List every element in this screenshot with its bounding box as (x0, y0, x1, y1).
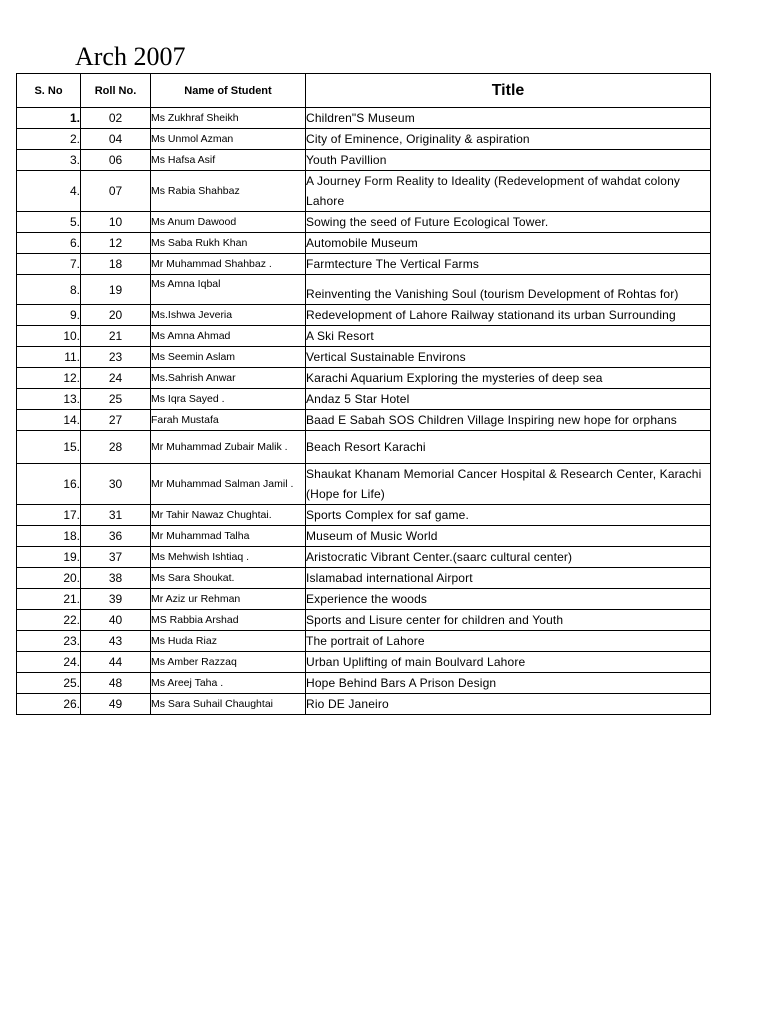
roll-number-cell: 36 (81, 526, 151, 547)
table-row (17, 652, 711, 673)
table-row (17, 631, 711, 652)
project-title-cell: Museum of Music World (306, 526, 711, 547)
serial-number-cell: 10. (17, 326, 81, 347)
table-row (17, 568, 711, 589)
roll-number-cell: 23 (81, 347, 151, 368)
roll-number-cell: 02 (81, 108, 151, 129)
project-title-cell: Youth Pavillion (306, 150, 711, 171)
serial-number-cell: 2. (17, 129, 81, 150)
header-serial-number: S. No (17, 74, 81, 108)
student-name-cell: Ms Mehwish Ishtiaq . (151, 547, 306, 568)
student-name-cell: Ms Anum Dawood (151, 212, 306, 233)
table-row (17, 305, 711, 326)
project-title-cell: Urban Uplifting of main Boulvard Lahore (306, 652, 711, 673)
student-name-cell: Ms Huda Riaz (151, 631, 306, 652)
student-name-cell: Ms Seemin Aslam (151, 347, 306, 368)
project-title-cell: Sports Complex for saf game. (306, 505, 711, 526)
project-title-cell: Andaz 5 Star Hotel (306, 389, 711, 410)
project-title-cell: Karachi Aquarium Exploring the mysteries of deep sea (306, 368, 711, 389)
student-name-cell: Ms Sara Shoukat. (151, 568, 306, 589)
project-title-cell: Reinventing the Vanishing Soul (tourism Development of Rohtas for) (306, 275, 711, 305)
table-row (17, 326, 711, 347)
student-name-cell: Ms Amna Iqbal (151, 275, 306, 305)
header-title: Title (306, 74, 711, 108)
roll-number-cell: 48 (81, 673, 151, 694)
serial-number-cell: 14. (17, 410, 81, 431)
project-title-cell: Farmtecture The Vertical Farms (306, 254, 711, 275)
roll-number-cell: 30 (81, 464, 151, 505)
table-body (17, 108, 711, 715)
student-name-cell: Mr Muhammad Shahbaz . (151, 254, 306, 275)
serial-number-cell: 18. (17, 526, 81, 547)
serial-number-cell: 19. (17, 547, 81, 568)
serial-number-cell: 22. (17, 610, 81, 631)
table-row (17, 368, 711, 389)
student-name-cell: MS Rabbia Arshad (151, 610, 306, 631)
roll-number-cell: 39 (81, 589, 151, 610)
student-name-cell: Mr Aziz ur Rehman (151, 589, 306, 610)
table-row (17, 347, 711, 368)
student-name-cell: Farah Mustafa (151, 410, 306, 431)
roll-number-cell: 06 (81, 150, 151, 171)
project-title-cell: Sowing the seed of Future Ecological Tower. (306, 212, 711, 233)
project-title-cell: Redevelopment of Lahore Railway stationand its urban Surrounding (306, 305, 711, 326)
serial-number-cell: 13. (17, 389, 81, 410)
table-row (17, 275, 711, 305)
serial-number-cell: 16. (17, 464, 81, 505)
project-title-cell: A Ski Resort (306, 326, 711, 347)
table-row (17, 464, 711, 505)
page-title: Arch 2007 (75, 42, 186, 71)
student-name-cell: Ms Rabia Shahbaz (151, 171, 306, 212)
student-name-cell: Ms Unmol Azman (151, 129, 306, 150)
serial-number-cell: 4. (17, 171, 81, 212)
table-row (17, 212, 711, 233)
project-title-cell: Hope Behind Bars A Prison Design (306, 673, 711, 694)
project-title-cell: Islamabad international Airport (306, 568, 711, 589)
student-name-cell: Mr Muhammad Zubair Malik . (151, 431, 306, 464)
project-title-cell: City of Eminence, Originality & aspiration (306, 129, 711, 150)
serial-number-cell: 12. (17, 368, 81, 389)
serial-number-cell: 15. (17, 431, 81, 464)
project-title-cell: Experience the woods (306, 589, 711, 610)
serial-number-cell: 11. (17, 347, 81, 368)
roll-number-cell: 20 (81, 305, 151, 326)
table-row (17, 547, 711, 568)
student-name-cell: Mr Tahir Nawaz Chughtai. (151, 505, 306, 526)
table-row (17, 610, 711, 631)
roll-number-cell: 37 (81, 547, 151, 568)
table-row (17, 171, 711, 212)
roll-number-cell: 12 (81, 233, 151, 254)
project-title-cell: The portrait of Lahore (306, 631, 711, 652)
table-row (17, 589, 711, 610)
project-title-cell: Rio DE Janeiro (306, 694, 711, 715)
project-title-cell: Shaukat Khanam Memorial Cancer Hospital & Research Center, Karachi (Hope for Life) (306, 464, 711, 505)
table-row (17, 233, 711, 254)
project-title-cell: Vertical Sustainable Environs (306, 347, 711, 368)
project-title-cell: Aristocratic Vibrant Center.(saarc cultural center) (306, 547, 711, 568)
roll-number-cell: 18 (81, 254, 151, 275)
serial-number-cell: 17. (17, 505, 81, 526)
table-row (17, 673, 711, 694)
student-name-cell: Ms.Sahrish Anwar (151, 368, 306, 389)
serial-number-cell: 3. (17, 150, 81, 171)
project-title-cell: Baad E Sabah SOS Children Village Inspiring new hope for orphans (306, 410, 711, 431)
table-row (17, 694, 711, 715)
serial-number-cell: 8. (17, 275, 81, 305)
student-name-cell: Ms Iqra Sayed . (151, 389, 306, 410)
table-row (17, 254, 711, 275)
serial-number-cell: 1. (17, 108, 81, 129)
serial-number-cell: 21. (17, 589, 81, 610)
roll-number-cell: 44 (81, 652, 151, 673)
roll-number-cell: 31 (81, 505, 151, 526)
table-row (17, 389, 711, 410)
student-name-cell: Ms Amber Razzaq (151, 652, 306, 673)
roll-number-cell: 07 (81, 171, 151, 212)
student-name-cell: Ms Sara Suhail Chaughtai (151, 694, 306, 715)
roll-number-cell: 25 (81, 389, 151, 410)
table-row (17, 410, 711, 431)
student-name-cell: Ms Hafsa Asif (151, 150, 306, 171)
serial-number-cell: 20. (17, 568, 81, 589)
roll-number-cell: 21 (81, 326, 151, 347)
roll-number-cell: 19 (81, 275, 151, 305)
table-row (17, 505, 711, 526)
roll-number-cell: 38 (81, 568, 151, 589)
student-name-cell: Ms Areej Taha . (151, 673, 306, 694)
serial-number-cell: 25. (17, 673, 81, 694)
serial-number-cell: 7. (17, 254, 81, 275)
project-title-cell: Children"S Museum (306, 108, 711, 129)
project-title-cell: Automobile Museum (306, 233, 711, 254)
table-row (17, 129, 711, 150)
student-name-cell: Mr Muhammad Salman Jamil . (151, 464, 306, 505)
roll-number-cell: 04 (81, 129, 151, 150)
serial-number-cell: 5. (17, 212, 81, 233)
roll-number-cell: 27 (81, 410, 151, 431)
roll-number-cell: 28 (81, 431, 151, 464)
roll-number-cell: 49 (81, 694, 151, 715)
table-row (17, 526, 711, 547)
student-name-cell: Ms Saba Rukh Khan (151, 233, 306, 254)
table-header-row (17, 74, 711, 108)
table-row (17, 150, 711, 171)
serial-number-cell: 23. (17, 631, 81, 652)
student-name-cell: Ms Amna Ahmad (151, 326, 306, 347)
table-row (17, 108, 711, 129)
roll-number-cell: 40 (81, 610, 151, 631)
student-roster-table (16, 73, 711, 715)
serial-number-cell: 9. (17, 305, 81, 326)
project-title-cell: Sports and Lisure center for children and Youth (306, 610, 711, 631)
header-student-name: Name of Student (151, 74, 306, 108)
serial-number-cell: 24. (17, 652, 81, 673)
project-title-cell: Beach Resort Karachi (306, 431, 711, 464)
project-title-cell: A Journey Form Reality to Ideality (Redevelopment of wahdat colony Lahore (306, 171, 711, 212)
roll-number-cell: 43 (81, 631, 151, 652)
student-name-cell: Ms.Ishwa Jeveria (151, 305, 306, 326)
table-row (17, 431, 711, 464)
roll-number-cell: 24 (81, 368, 151, 389)
header-roll-number: Roll No. (81, 74, 151, 108)
serial-number-cell: 26. (17, 694, 81, 715)
roll-number-cell: 10 (81, 212, 151, 233)
student-name-cell: Ms Zukhraf Sheikh (151, 108, 306, 129)
student-name-cell: Mr Muhammad Talha (151, 526, 306, 547)
serial-number-cell: 6. (17, 233, 81, 254)
